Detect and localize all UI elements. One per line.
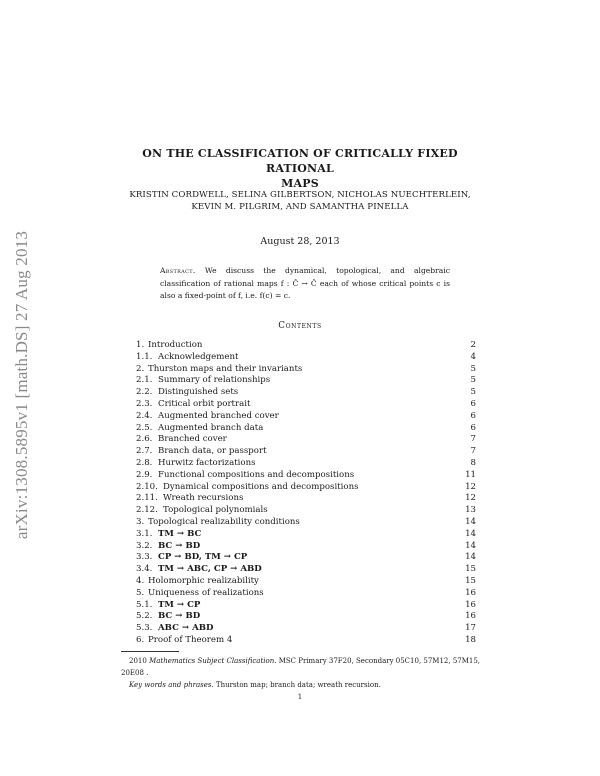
footnote-divider [121,651,179,652]
toc-entry-title [136,635,232,645]
abstract [160,265,450,303]
toc-entry-label: Branched cover [158,434,227,445]
arxiv-stamp [2,170,42,600]
toc-entry-number: 3.1. [136,528,153,539]
toc-entry-page: 4 [470,351,476,362]
toc-entry-number: 6. [136,634,145,645]
page-number: 1 [297,693,303,701]
toc-entry-label: Functional compositions and decompositions [158,469,355,480]
toc-entry-label: BC → BD [158,611,201,622]
toc-entry-label: Augmented branched cover [158,410,279,421]
toc-entry-page: 7 [470,446,476,457]
toc-entry-number: 2.3. [136,398,153,409]
toc-entry-title [136,493,243,503]
toc-entry-page: 12 [465,493,476,504]
toc-entry-label: Wreath recursions [163,493,244,504]
paper-title [110,146,490,191]
toc-entry-label: Acknowledgement [158,351,239,362]
footnote-lead: 2010 [129,657,147,665]
toc-entry[interactable] [136,375,476,387]
toc-entry-page: 14 [465,552,476,563]
toc-entry-number: 2. [136,363,145,374]
toc-entry-title [136,399,250,409]
toc-entry-number: 2.2. [136,387,153,398]
toc-entry-label: TM → CP [158,599,201,610]
abstract-label: Abstract. [160,266,196,275]
author-line: KEVIN M. PILGRIM, AND SAMANTHA PINELLA [191,202,409,212]
toc-entry-page: 14 [465,516,476,527]
toc-entry[interactable] [136,576,476,588]
toc-entry-page: 8 [470,457,476,468]
toc-entry-number: 5.3. [136,623,153,634]
footnote [121,679,481,691]
toc-entry-page: 13 [465,505,476,516]
toc-entry[interactable] [136,387,476,399]
table-of-contents [136,340,476,647]
toc-entry-page: 11 [465,469,476,480]
toc-entry-label: TM → ABC, CP → ABD [158,564,262,575]
footnotes [121,655,481,691]
toc-entry-number: 3.2. [136,540,153,551]
toc-entry-label: Summary of relationships [158,375,271,386]
toc-entry[interactable] [136,600,476,612]
toc-entry-label: ABC → ABD [158,623,214,634]
toc-entry-title [136,529,201,539]
toc-entry-number: 3.4. [136,564,153,575]
toc-entry-title [136,411,279,421]
toc-entry-label: Thurston maps and their invariants [148,363,303,374]
toc-entry-label: Dynamical compositions and decompositions [163,481,359,492]
toc-entry[interactable] [136,505,476,517]
toc-entry-title [136,552,247,562]
toc-entry-number: 4. [136,575,145,586]
contents-heading: Contents [278,321,322,331]
arxiv-identifier: arXiv:1308.5895v1 [math.DS] 27 Aug 2013 [12,230,31,540]
toc-entry-label: BC → BD [158,540,201,551]
toc-entry-title [136,623,214,633]
toc-entry-page: 6 [470,422,476,433]
toc-entry-number: 2.6. [136,434,153,445]
toc-entry[interactable] [136,470,476,482]
toc-entry-number: 2.9. [136,469,153,480]
toc-entry-title [136,364,302,374]
toc-entry-number: 2.10. [136,481,158,492]
toc-entry-number: 2.1. [136,375,153,386]
paper-date: August 28, 2013 [260,236,340,247]
toc-entry-title [136,600,200,610]
toc-entry-label: TM → BC [158,528,202,539]
toc-entry[interactable] [136,529,476,541]
toc-entry-title [136,611,200,621]
toc-entry[interactable] [136,340,476,352]
toc-entry-title [136,423,263,433]
toc-entry-label: Branch data, or passport [158,446,267,457]
toc-entry-label: Augmented branch data [158,422,264,433]
footnote [121,655,481,679]
toc-entry-page: 15 [465,575,476,586]
toc-entry-number: 5.2. [136,611,153,622]
toc-entry-number: 2.8. [136,457,153,468]
toc-entry[interactable] [136,552,476,564]
toc-entry-page: 7 [470,434,476,445]
toc-entry-title [136,564,262,574]
toc-entry-page: 16 [465,611,476,622]
toc-entry-number: 2.4. [136,410,153,421]
toc-entry-page: 16 [465,599,476,610]
toc-entry-label: Introduction [148,340,203,350]
toc-entry-number: 5. [136,587,145,598]
toc-entry-title [136,458,256,468]
toc-entry-title [136,434,227,444]
toc-entry-label: Distinguished sets [158,387,239,398]
toc-entry[interactable] [136,399,476,411]
footnote-heading: Mathematics Subject Classification. [149,657,277,665]
toc-entry-page: 15 [465,564,476,575]
author-list [100,189,500,213]
toc-entry[interactable] [136,517,476,529]
toc-entry-number: 2.7. [136,446,153,457]
toc-entry-number: 5.1. [136,599,153,610]
toc-entry[interactable] [136,364,476,376]
toc-entry-number: 2.12. [136,505,158,516]
toc-entry-number: 1.1. [136,351,153,362]
toc-entry-title [136,387,238,397]
toc-entry-title [136,517,300,527]
toc-entry-page: 14 [465,540,476,551]
toc-entry-title [136,505,268,515]
toc-entry-page: 16 [465,587,476,598]
title-line: MAPS [281,177,319,190]
title-line: ON THE CLASSIFICATION OF CRITICALLY FIXED RATIONAL [142,147,458,175]
toc-entry-label: Proof of Theorem 4 [148,634,233,645]
author-line: KRISTIN CORDWELL, SELINA GILBERTSON, NICHOLAS NUECHTERLEIN, [129,190,471,200]
toc-entry-label: Holomorphic realizability [148,575,259,586]
toc-entry-title [136,576,259,586]
toc-entry-label: Uniqueness of realizations [148,587,264,598]
toc-entry[interactable] [136,541,476,553]
toc-entry-page: 5 [470,363,476,374]
toc-entry[interactable] [136,564,476,576]
toc-entry-page: 5 [470,375,476,386]
toc-entry-page: 6 [470,398,476,409]
toc-entry-page: 12 [465,481,476,492]
toc-entry-page: 17 [465,623,476,634]
toc-entry[interactable] [136,635,476,647]
toc-entry-page: 6 [470,410,476,421]
toc-entry-label: Hurwitz factorizations [158,457,256,468]
toc-entry-label: Critical orbit portrait [158,398,251,409]
toc-entry-title [136,541,200,551]
abstract-text: We discuss the dynamical, topological, and algebraic classification of rational maps f : Ĉ → Ĉ each of whose critical points c is also a fixed-point of f, i.e. f(c) = c. [160,266,450,300]
toc-entry-number: 2.5. [136,422,153,433]
toc-entry-page: 5 [470,387,476,398]
toc-entry[interactable] [136,411,476,423]
toc-entry[interactable] [136,434,476,446]
toc-entry-number: 3.3. [136,552,153,563]
toc-entry-title [136,375,270,385]
toc-entry[interactable] [136,446,476,458]
footnote-heading: Key words and phrases. [129,681,214,689]
toc-entry[interactable] [136,623,476,635]
footnote-text: Thurston map; branch data; wreath recursion. [215,681,381,689]
toc-entry-number: 1. [136,340,145,350]
toc-entry-title [136,470,354,480]
toc-entry-page: 14 [465,528,476,539]
toc-entry-page: 18 [465,634,476,645]
toc-entry-label: CP → BD, TM → CP [158,552,248,563]
footnote-text: MSC Primary 37F20, Secondary 05C10, 57M12, 57M15, 20E08 . [121,657,481,677]
toc-entry-title [136,588,264,598]
toc-entry-number: 2.11. [136,493,158,504]
toc-entry-number: 3. [136,516,145,527]
toc-entry-title [136,446,267,456]
toc-entry[interactable] [136,611,476,623]
toc-entry-label: Topological polynomials [163,505,268,516]
toc-entry-title [136,482,359,492]
toc-entry-title [136,352,238,362]
toc-entry[interactable] [136,423,476,435]
toc-entry[interactable] [136,588,476,600]
toc-entry-label: Topological realizability conditions [148,516,300,527]
toc-entry[interactable] [136,352,476,364]
toc-entry[interactable] [136,458,476,470]
toc-entry[interactable] [136,482,476,494]
toc-entry[interactable] [136,493,476,505]
toc-entry-title [136,340,202,350]
toc-entry-page: 2 [470,340,476,350]
